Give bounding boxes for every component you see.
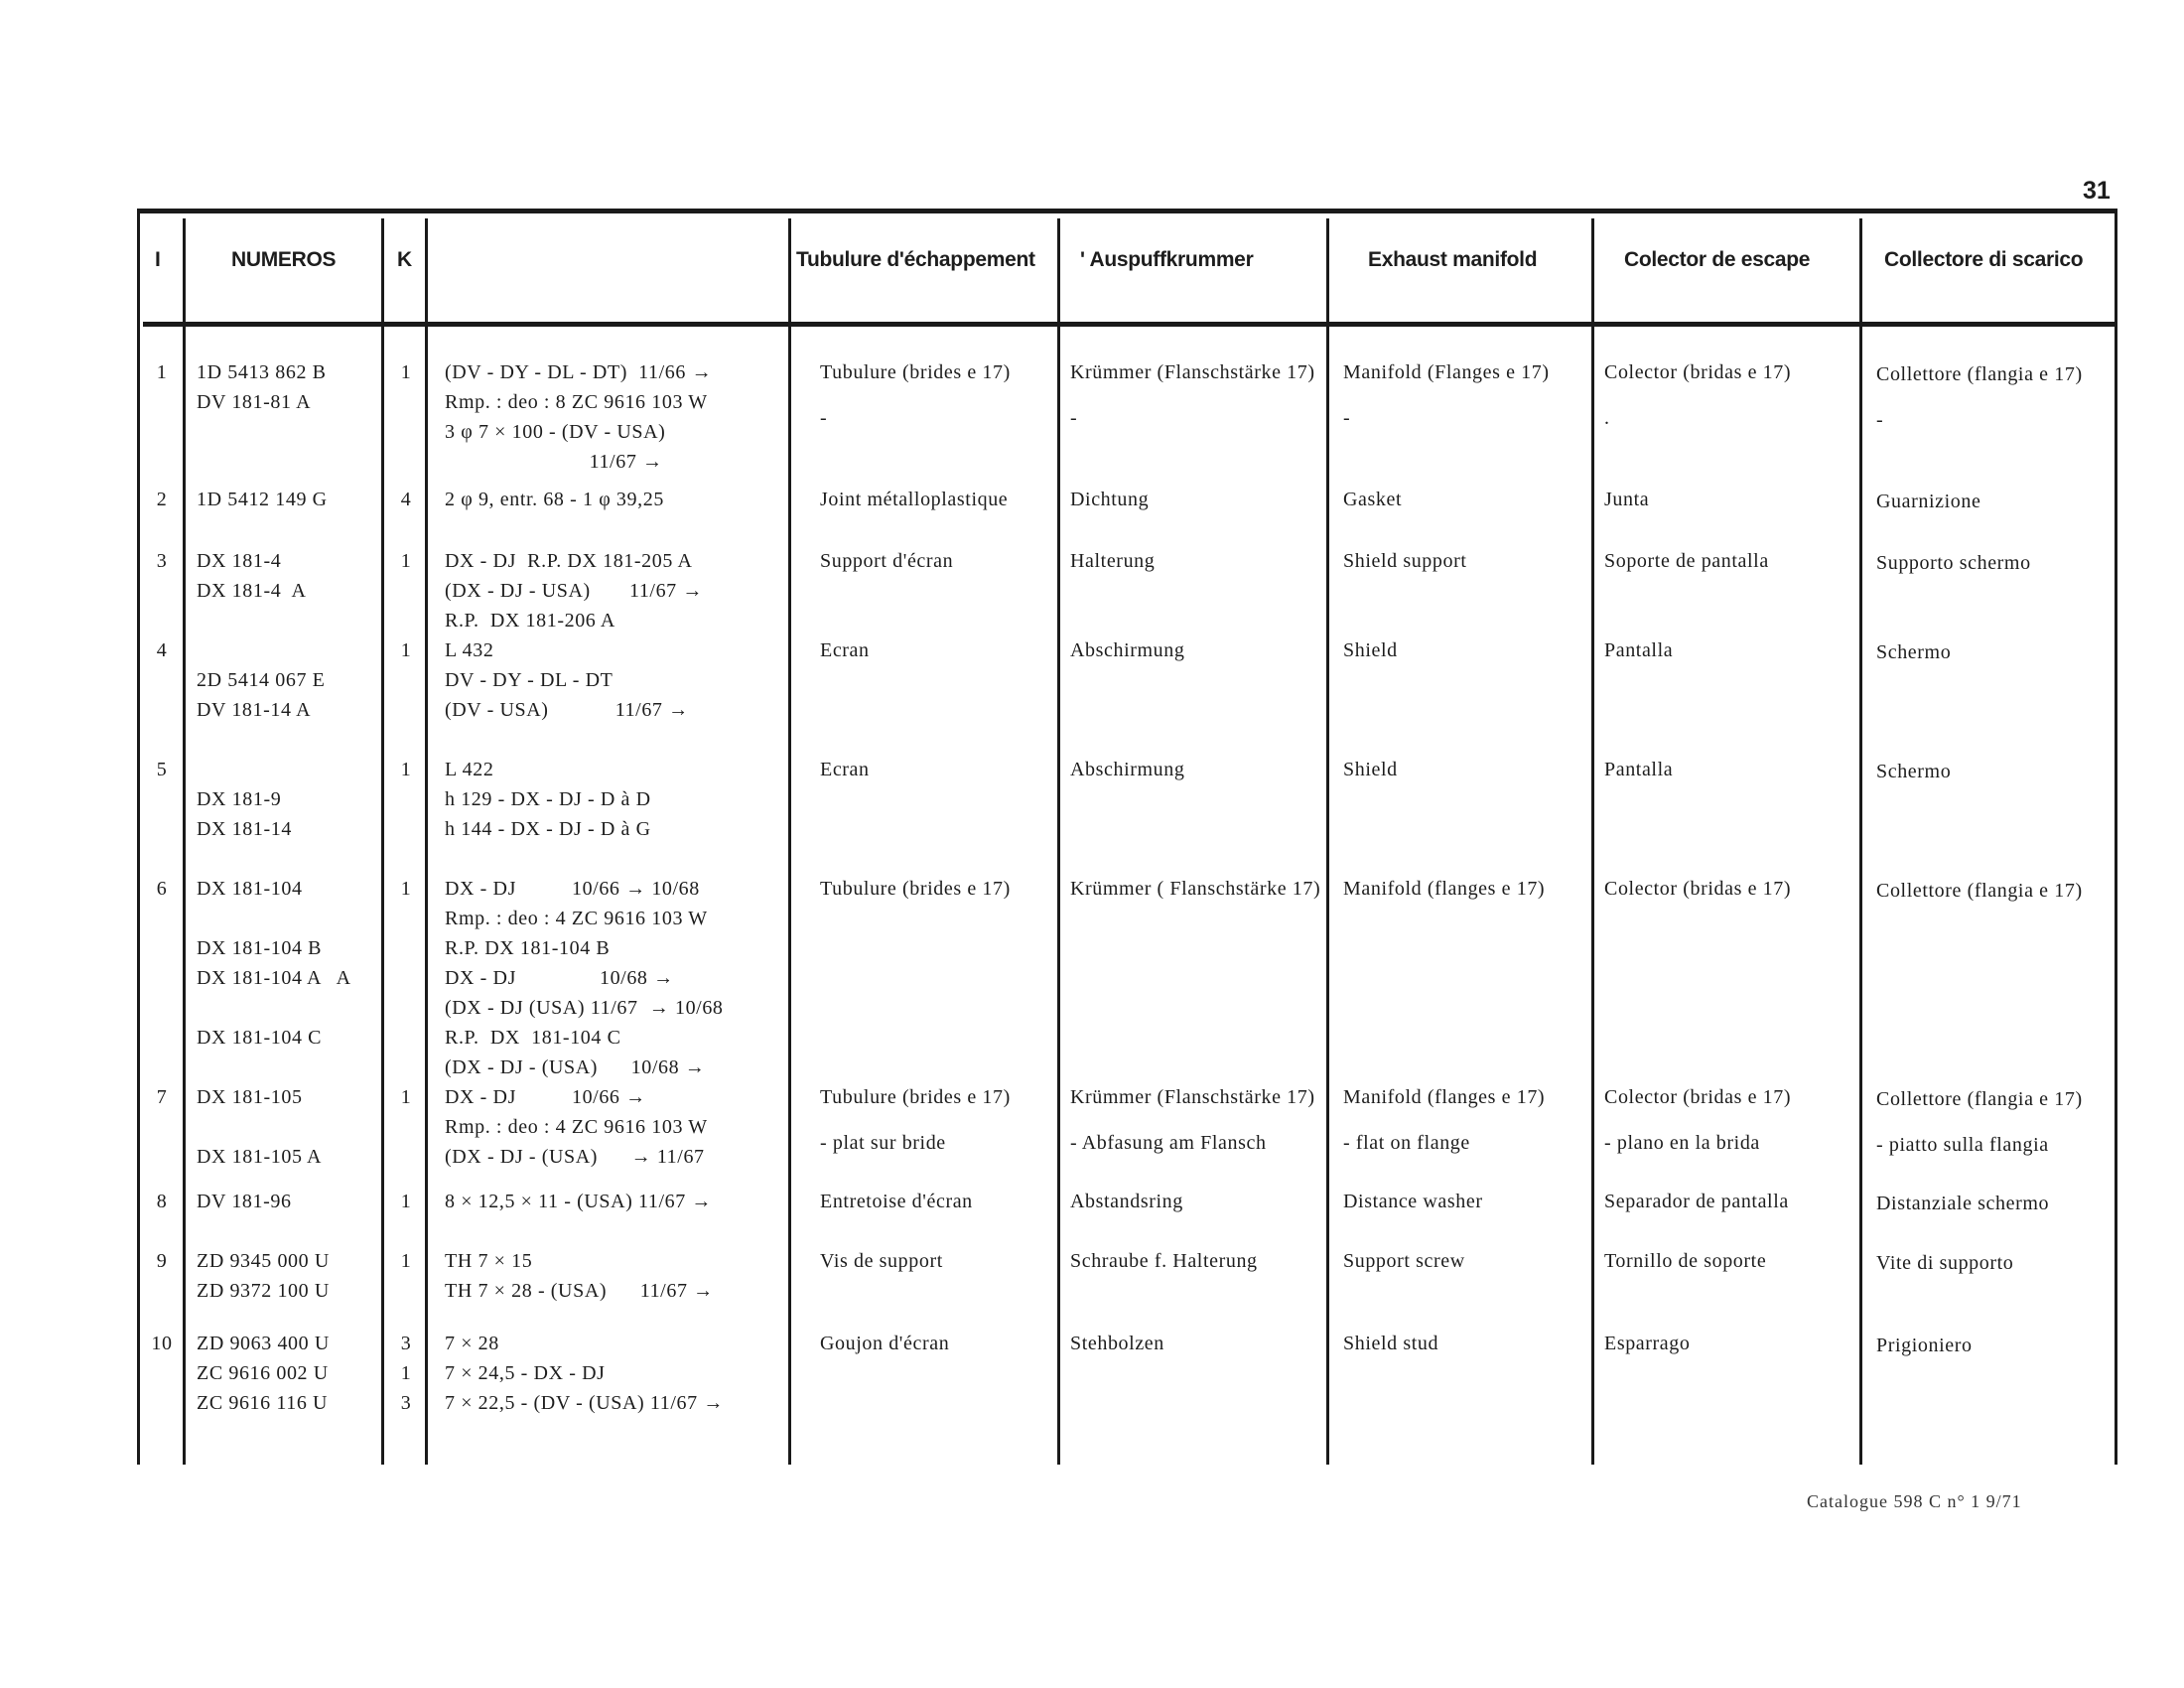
desc-italian-line: Vite di supporto <box>1876 1252 2014 1274</box>
desc-german-line: Krümmer (Flanschstärke 17) <box>1070 361 1315 383</box>
header-rule <box>143 322 2117 327</box>
part-number-line: DV 181-81 A <box>197 391 312 413</box>
desc-french <box>820 1246 1078 1296</box>
part-number-line: DX 181-14 <box>197 818 292 840</box>
desc-german-line: Halterung <box>1070 550 1156 572</box>
desc-french <box>820 874 1078 923</box>
desc-spanish <box>1604 357 1862 453</box>
part-number <box>197 546 405 606</box>
reference-notes-line: (DV - USA) 11/67 → <box>445 699 689 721</box>
desc-english <box>1343 546 1601 596</box>
header-index: I <box>155 248 161 271</box>
column-divider <box>1326 218 1329 1465</box>
quantity-line: 3 <box>400 1333 412 1354</box>
desc-spanish-line: Junta <box>1604 489 1650 510</box>
part-number-line: ZD 9063 400 U <box>197 1333 330 1354</box>
desc-english-line: Shield <box>1343 639 1398 661</box>
desc-italian <box>1876 485 2115 536</box>
desc-english-line: Distance washer <box>1343 1191 1483 1212</box>
part-number <box>197 635 405 725</box>
desc-french <box>820 357 1078 453</box>
part-number <box>197 1246 405 1306</box>
header-k: K <box>397 248 412 271</box>
quantity-line: 3 <box>400 1392 412 1414</box>
parts-table <box>137 209 2117 1465</box>
desc-french <box>820 1082 1078 1178</box>
part-number-line: DX 181-104 <box>197 878 303 900</box>
row-index <box>147 635 177 665</box>
desc-spanish-line: Colector (bridas e 17) <box>1604 361 1792 383</box>
desc-english <box>1343 874 1601 923</box>
reference-notes-line: h 144 - DX - DJ - D à G <box>445 818 651 840</box>
reference-notes-line: R.P. DX 181-206 A <box>445 610 615 632</box>
desc-italian <box>1876 1246 2115 1298</box>
desc-italian-line: Distanziale schermo <box>1876 1193 2050 1214</box>
desc-italian-line: - piatto sulla flangia <box>1876 1134 2049 1156</box>
header-german: ' Auspuffkrummer <box>1080 248 1254 271</box>
desc-english <box>1343 485 1601 534</box>
column-divider <box>137 209 140 1465</box>
desc-german-line: Schraube f. Halterung <box>1070 1250 1258 1272</box>
reference-notes-line: (DX - DJ - USA) 11/67 → <box>445 580 703 602</box>
part-number-line: ZC 9616 002 U <box>197 1362 329 1384</box>
reference-notes-line: R.P. DX 181-104 C <box>445 1027 621 1049</box>
reference-notes-line: (DX - DJ - (USA) → 11/67 <box>445 1146 705 1168</box>
desc-spanish-line: Esparrago <box>1604 1333 1691 1354</box>
desc-german-line: - Abfasung am Flansch <box>1070 1132 1267 1154</box>
desc-english-line: Manifold (flanges e 17) <box>1343 878 1546 900</box>
part-number-line: DX 181-104 A A <box>197 967 351 989</box>
desc-french-line: Ecran <box>820 759 870 780</box>
desc-french-line: Vis de support <box>820 1250 943 1272</box>
desc-german <box>1070 1329 1326 1378</box>
desc-french <box>820 1187 1078 1236</box>
desc-french-line: Support d'écran <box>820 550 954 572</box>
desc-english-line: - flat on flange <box>1343 1132 1470 1154</box>
desc-german <box>1070 1187 1326 1236</box>
desc-spanish <box>1604 1082 1862 1178</box>
reference-notes-line: 11/67 → <box>445 451 663 473</box>
reference-notes-line: L 422 <box>445 759 494 780</box>
reference-notes-line: (DX - DJ - (USA) 10/68 → <box>445 1056 706 1078</box>
desc-spanish-line: Tornillo de soporte <box>1604 1250 1767 1272</box>
part-number <box>197 755 405 844</box>
desc-spanish <box>1604 1187 1862 1236</box>
catalogue-footer: Catalogue 598 C n° 1 9/71 <box>1807 1491 2022 1511</box>
reference-notes-line: L 432 <box>445 639 494 661</box>
desc-german <box>1070 755 1326 804</box>
column-divider <box>183 218 186 1465</box>
desc-english <box>1343 1246 1601 1296</box>
desc-french-line: Goujon d'écran <box>820 1333 950 1354</box>
quantity-line: 1 <box>400 1362 412 1384</box>
desc-french-line: Entretoise d'écran <box>820 1191 973 1212</box>
header-spanish: Colector de escape <box>1624 248 1811 271</box>
desc-spanish-line: Soporte de pantalla <box>1604 550 1769 572</box>
row-index-line: 1 <box>156 361 168 383</box>
reference-notes-line: DX - DJ 10/68 → <box>445 967 674 989</box>
part-number-line <box>197 635 405 665</box>
reference-notes-line: h 129 - DX - DJ - D à D <box>445 788 651 810</box>
desc-french-line: Tubulure (brides e 17) <box>820 361 1011 383</box>
desc-italian-line: Guarnizione <box>1876 491 1981 512</box>
row-index <box>147 1187 177 1216</box>
desc-english-line: Shield stud <box>1343 1333 1439 1354</box>
desc-french-line: - plat sur bride <box>820 1132 946 1154</box>
desc-english-line: Manifold (Flanges e 17) <box>1343 361 1550 383</box>
quantity <box>391 485 421 514</box>
row-index <box>147 546 177 576</box>
header-italian: Collectore di scarico <box>1884 248 2084 271</box>
row-index-line: 3 <box>156 550 168 572</box>
quantity <box>391 1329 421 1418</box>
desc-german-line: Dichtung <box>1070 489 1150 510</box>
part-number <box>197 874 405 1053</box>
quantity <box>391 1187 421 1216</box>
desc-spanish-line: - plano en la brida <box>1604 1132 1760 1154</box>
part-number-line: DX 181-9 <box>197 788 282 810</box>
desc-german <box>1070 874 1326 923</box>
row-index <box>147 485 177 514</box>
desc-german <box>1070 485 1326 534</box>
part-number-line: 2D 5414 067 E <box>197 669 326 691</box>
reference-notes-line: Rmp. : deo : 4 ZC 9616 103 W <box>445 1116 708 1138</box>
quantity-line: 1 <box>400 1250 412 1272</box>
desc-spanish <box>1604 485 1862 534</box>
part-number-line <box>197 755 405 784</box>
desc-spanish <box>1604 635 1862 685</box>
reference-notes-line: (DV - DY - DL - DT) 11/66 → <box>445 361 713 383</box>
desc-german-line: Stehbolzen <box>1070 1333 1164 1354</box>
desc-spanish-line: Pantalla <box>1604 759 1674 780</box>
part-number <box>197 1329 405 1418</box>
row-index <box>147 1082 177 1112</box>
reference-notes-line: 2 φ 9, entr. 68 - 1 φ 39,25 <box>445 489 664 510</box>
desc-italian-line: Collettore (flangia e 17) <box>1876 1088 2083 1110</box>
desc-spanish-line: . <box>1604 407 1610 429</box>
quantity-line: 1 <box>400 361 412 383</box>
quantity <box>391 357 421 387</box>
reference-notes-line: DX - DJ R.P. DX 181-205 A <box>445 550 693 572</box>
desc-italian <box>1876 1187 2115 1238</box>
desc-spanish-line: Colector (bridas e 17) <box>1604 878 1792 900</box>
quantity-line: 4 <box>400 489 412 510</box>
row-index-line: 2 <box>156 489 168 510</box>
row-index-line: 9 <box>156 1250 168 1272</box>
desc-french <box>820 755 1078 804</box>
desc-german <box>1070 357 1326 453</box>
part-number-line: DX 181-104 C <box>197 1027 323 1049</box>
desc-italian <box>1876 1329 2115 1380</box>
reference-notes-line: 7 × 28 <box>445 1333 499 1354</box>
desc-french-line: Tubulure (brides e 17) <box>820 1086 1011 1108</box>
desc-french-line: Tubulure (brides e 17) <box>820 878 1011 900</box>
quantity-line: 1 <box>400 1191 412 1212</box>
row-index <box>147 874 177 904</box>
reference-notes-line: DV - DY - DL - DT <box>445 669 614 691</box>
reference-notes-line: Rmp. : deo : 8 ZC 9616 103 W <box>445 391 708 413</box>
table-top-rule <box>137 209 2117 213</box>
desc-italian-line: Prigioniero <box>1876 1335 1973 1356</box>
desc-french <box>820 546 1078 596</box>
desc-german <box>1070 1246 1326 1296</box>
part-number <box>197 357 405 417</box>
reference-notes-line: 7 × 24,5 - DX - DJ <box>445 1362 606 1384</box>
part-number-line: 1D 5413 862 B <box>197 361 327 383</box>
quantity-line: 1 <box>400 878 412 900</box>
quantity-line: 1 <box>400 1086 412 1108</box>
row-index <box>147 1329 177 1358</box>
desc-german-line: Krümmer ( Flanschstärke 17) <box>1070 878 1321 900</box>
part-number-line: 1D 5412 149 G <box>197 489 328 510</box>
reference-notes-line: TH 7 × 15 <box>445 1250 533 1272</box>
desc-spanish-line: Separador de pantalla <box>1604 1191 1789 1212</box>
part-number-line: DX 181-4 <box>197 550 282 572</box>
part-number <box>197 1082 405 1172</box>
desc-french-line: - <box>820 407 828 429</box>
part-number-line: DV 181-96 <box>197 1191 292 1212</box>
desc-english <box>1343 1329 1601 1378</box>
quantity <box>391 1082 421 1112</box>
row-index-line: 10 <box>151 1333 173 1354</box>
part-number <box>197 1187 405 1216</box>
desc-english <box>1343 357 1601 453</box>
desc-italian <box>1876 635 2115 687</box>
desc-english <box>1343 1187 1601 1236</box>
desc-italian-line: Supporto schermo <box>1876 552 2031 574</box>
desc-spanish <box>1604 546 1862 596</box>
column-divider <box>2115 209 2117 1465</box>
reference-notes-line: 8 × 12,5 × 11 - (USA) 11/67 → <box>445 1191 713 1212</box>
desc-spanish <box>1604 1246 1862 1296</box>
desc-german-line: Abstandsring <box>1070 1191 1183 1212</box>
part-number-line: DX 181-105 A <box>197 1146 323 1168</box>
desc-french <box>820 1329 1078 1378</box>
desc-german-line: Abschirmung <box>1070 639 1185 661</box>
reference-notes-line: R.P. DX 181-104 B <box>445 937 611 959</box>
desc-french <box>820 485 1078 534</box>
quantity <box>391 755 421 784</box>
desc-german-line: Abschirmung <box>1070 759 1185 780</box>
desc-german <box>1070 1082 1326 1178</box>
row-index <box>147 755 177 784</box>
reference-notes-line: TH 7 × 28 - (USA) 11/67 → <box>445 1280 714 1302</box>
row-index-line: 4 <box>156 639 168 661</box>
desc-english-line: Support screw <box>1343 1250 1465 1272</box>
header-numeros: NUMEROS <box>231 248 337 271</box>
quantity <box>391 1246 421 1276</box>
desc-english <box>1343 635 1601 685</box>
quantity-line: 1 <box>400 639 412 661</box>
desc-italian <box>1876 357 2115 455</box>
desc-german <box>1070 546 1326 596</box>
part-number-line: DX 181-105 <box>197 1086 303 1108</box>
desc-spanish <box>1604 755 1862 804</box>
desc-italian-line: Schermo <box>1876 761 1952 782</box>
desc-italian-line: - <box>1876 409 1884 431</box>
part-number-line: ZD 9372 100 U <box>197 1280 330 1302</box>
desc-german-line: - <box>1070 407 1078 429</box>
desc-english <box>1343 755 1601 804</box>
desc-english-line: Shield <box>1343 759 1398 780</box>
column-divider <box>425 218 428 1465</box>
desc-italian-line: Schermo <box>1876 641 1952 663</box>
quantity <box>391 546 421 576</box>
desc-spanish-line: Colector (bridas e 17) <box>1604 1086 1792 1108</box>
header-english: Exhaust manifold <box>1368 248 1538 271</box>
desc-spanish <box>1604 874 1862 923</box>
quantity <box>391 635 421 665</box>
row-index-line: 5 <box>156 759 168 780</box>
row-index-line: 7 <box>156 1086 168 1108</box>
desc-italian <box>1876 1082 2115 1180</box>
desc-english-line: - <box>1343 407 1351 429</box>
quantity-line: 1 <box>400 759 412 780</box>
desc-italian-line: Collettore (flangia e 17) <box>1876 880 2083 902</box>
desc-italian <box>1876 755 2115 806</box>
part-number-line <box>197 904 405 933</box>
reference-notes-line: Rmp. : deo : 4 ZC 9616 103 W <box>445 908 708 929</box>
desc-italian <box>1876 874 2115 925</box>
reference-notes-line: (DX - DJ (USA) 11/67 → 10/68 <box>445 997 724 1019</box>
part-number-line: ZD 9345 000 U <box>197 1250 330 1272</box>
desc-german-line: Krümmer (Flanschstärke 17) <box>1070 1086 1315 1108</box>
reference-notes-line: DX - DJ 10/66 → 10/68 <box>445 878 700 900</box>
row-index-line: 6 <box>156 878 168 900</box>
row-index-line: 8 <box>156 1191 168 1212</box>
desc-english <box>1343 1082 1601 1178</box>
desc-spanish <box>1604 1329 1862 1378</box>
quantity-line: 1 <box>400 550 412 572</box>
row-index <box>147 357 177 387</box>
desc-italian <box>1876 546 2115 598</box>
part-number-line <box>197 1112 405 1142</box>
reference-notes-line: 7 × 22,5 - (DV - (USA) 11/67 → <box>445 1392 724 1414</box>
desc-french-line: Ecran <box>820 639 870 661</box>
header-french: Tubulure d'échappement <box>796 248 1035 271</box>
desc-french-line: Joint métalloplastique <box>820 489 1009 510</box>
desc-english-line: Gasket <box>1343 489 1403 510</box>
reference-notes-line: 3 φ 7 × 100 - (DV - USA) <box>445 421 666 443</box>
desc-english-line: Shield support <box>1343 550 1467 572</box>
desc-italian-line: Collettore (flangia e 17) <box>1876 363 2083 385</box>
reference-notes-line: DX - DJ 10/66 → <box>445 1086 646 1108</box>
page-number: 31 <box>2083 177 2111 205</box>
desc-english-line: Manifold (flanges e 17) <box>1343 1086 1546 1108</box>
desc-german <box>1070 635 1326 685</box>
quantity <box>391 874 421 904</box>
part-number <box>197 485 405 514</box>
part-number-line: ZC 9616 116 U <box>197 1392 329 1414</box>
desc-french <box>820 635 1078 685</box>
part-number-line: DX 181-4 A <box>197 580 307 602</box>
desc-spanish-line: Pantalla <box>1604 639 1674 661</box>
part-number-line <box>197 993 405 1023</box>
part-number-line: DX 181-104 B <box>197 937 323 959</box>
part-number-line: DV 181-14 A <box>197 699 312 721</box>
row-index <box>147 1246 177 1276</box>
